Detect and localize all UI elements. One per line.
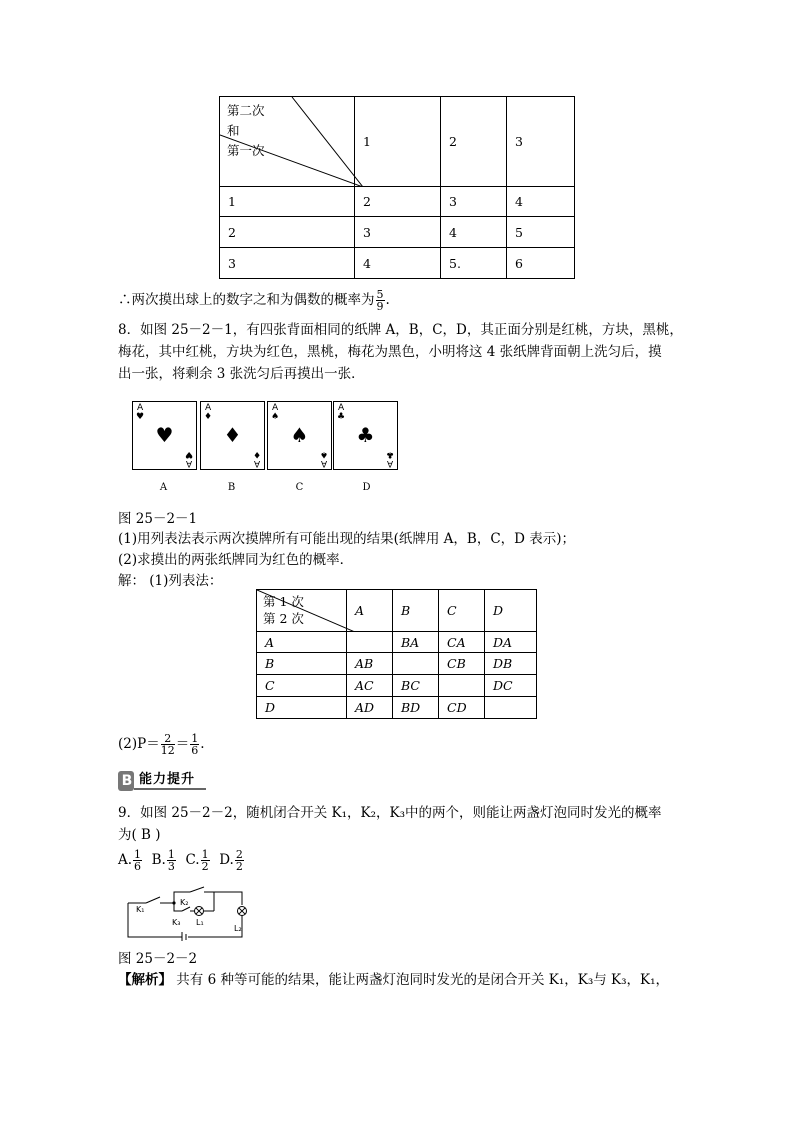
table1-cell: 5. — [441, 248, 507, 279]
option-c: C. $\frac{1}{2}$ — [185, 848, 209, 873]
spade-icon: ♠ — [290, 423, 309, 447]
table1-cell: 4 — [355, 248, 441, 279]
table1-header-cell: 1 — [355, 97, 441, 187]
table1-cell: 4 — [441, 217, 507, 248]
k1-label: K₁ — [136, 905, 145, 914]
table2-header-cell: B — [393, 590, 439, 632]
figure-caption: 图 25－2－2 — [118, 951, 198, 967]
q9-options — [118, 849, 245, 872]
q9-line1: 9．如图 25－2－2，随机闭合开关 K₁，K₂，K₃中的两个，则能让两盏灯泡同时发光的概率 — [118, 805, 662, 821]
table2-corner-cell — [257, 590, 347, 632]
analysis-tag: 【解析】 — [118, 972, 172, 988]
q8-line1: 8．如图 25－2－1，有四张背面相同的纸牌 A，B，C，D，其正面分别是红桃，方块，黑桃， — [118, 322, 683, 338]
badge-letter: B — [121, 773, 133, 789]
l1-label: L₁ — [196, 918, 204, 927]
heart-icon: ♥ — [136, 412, 145, 422]
fraction-one-sixth: $\frac{1}{6}$ — [191, 732, 199, 757]
table2-cell — [485, 697, 537, 719]
table2-cell: BD — [393, 697, 439, 719]
table2-cell: AD — [347, 697, 393, 719]
table2-cell: DA — [485, 632, 537, 653]
table2-cell: CA — [439, 632, 485, 653]
table2-cell — [439, 675, 485, 697]
k2-label: K₂ — [180, 898, 189, 907]
club-icon: ♣ — [337, 412, 346, 422]
table2-cell — [347, 632, 393, 653]
conclusion-text: ∴两次摸出球上的数字之和为偶数的概率为 — [118, 292, 375, 308]
solution-intro: 解： (1)列表法： — [118, 573, 223, 589]
q8-line3: 出一张，将剩余 3 张洗匀后再摸出一张． — [118, 366, 365, 382]
option-d: D. $\frac{2}{2}$ — [219, 848, 243, 873]
table1-header-cell: 3 — [507, 97, 575, 187]
table2-cell: AC — [347, 675, 393, 697]
card-a: A ♥ ♥ A ♥ — [132, 401, 197, 470]
table1-corner-cell — [220, 97, 355, 187]
k3-label: K₃ — [172, 918, 181, 927]
figure-caption: 图 25－2－1 — [118, 511, 198, 527]
corner-line1: 第二次 — [227, 103, 265, 118]
card-label: D — [362, 482, 371, 493]
table2-cell: AB — [347, 653, 393, 675]
table2-row-label: B — [257, 653, 347, 675]
corner-top: 第 1 次 — [263, 594, 304, 609]
fraction-five-ninths: $\frac{5}{9}$ — [376, 288, 384, 313]
club-icon: ♣ — [356, 423, 375, 447]
table1-cell: 4 — [507, 187, 575, 217]
table1-cell: 5 — [507, 217, 575, 248]
q8-part1: (1)用列表法表示两次摸牌所有可能出现的结果(纸牌用 A，B，C，D 表示)； — [118, 531, 576, 547]
card-label: B — [227, 482, 236, 493]
l2-label: L₂ — [234, 924, 242, 933]
table2-row-label: A — [257, 632, 347, 653]
table2-cell: CD — [439, 697, 485, 719]
corner-line2: 和 — [227, 123, 240, 138]
analysis-line — [118, 971, 669, 989]
table2-row-label: D — [257, 697, 347, 719]
card-pair-table — [256, 589, 537, 719]
table2-cell: CB — [439, 653, 485, 675]
card-b: A ♦ ♦ A ♦ — [200, 401, 265, 470]
section-badge — [118, 770, 206, 792]
table1-row-label: 3 — [220, 248, 355, 279]
table1-cell: 6 — [507, 248, 575, 279]
badge-title: 能力提升 — [139, 772, 196, 787]
circuit-diagram — [124, 885, 254, 941]
option-b: B. $\frac{1}{3}$ — [151, 848, 175, 873]
q8-line2: 梅花，其中红桃，方块为红色，黑桃，梅花为黑色，小明将这 4 张纸牌背面朝上洗匀后，摸 — [118, 344, 662, 360]
table1-cell: 3 — [441, 187, 507, 217]
corner-line3: 第一次 — [227, 143, 265, 158]
card-label: A — [159, 482, 168, 493]
table2-header-cell: D — [485, 590, 537, 632]
card-d: A ♣ ♣ A ♣ — [333, 401, 398, 470]
table2-header-cell: A — [347, 590, 393, 632]
card-c: A ♠ ♠ A ♠ — [267, 401, 332, 470]
card-label: C — [295, 482, 304, 493]
table1-row-label: 1 — [220, 187, 355, 217]
spade-icon: ♠ — [271, 412, 280, 422]
diamond-icon: ♦ — [204, 412, 213, 422]
fraction-two-twelfths: $\frac{2}{12}$ — [160, 732, 175, 757]
table1-cell: 2 — [355, 187, 441, 217]
heart-icon: ♥ — [155, 423, 174, 447]
analysis-text: 共有 6 种等可能的结果，能让两盏灯泡同时发光的是闭合开关 K₁，K₃与 K₃，K₁， — [172, 972, 670, 988]
table2-cell — [393, 653, 439, 675]
table1-cell: 3 — [355, 217, 441, 248]
sum-table — [219, 96, 575, 279]
table2-row-label: C — [257, 675, 347, 697]
table2-cell: BC — [393, 675, 439, 697]
corner-bottom: 第 2 次 — [263, 611, 304, 626]
answer-part2: (2)P＝ $\frac{2}{12}$ ＝ $\frac{1}{6}$ . — [118, 732, 205, 757]
option-a: A. $\frac{1}{6}$ — [118, 848, 142, 873]
table2-cell: DB — [485, 653, 537, 675]
diamond-icon: ♦ — [223, 423, 242, 447]
q9-line2: 为( B ) — [118, 827, 161, 843]
table2-header-cell: C — [439, 590, 485, 632]
table1-row-label: 2 — [220, 217, 355, 248]
table1-header-cell: 2 — [441, 97, 507, 187]
table2-cell: DC — [485, 675, 537, 697]
q8-part2: (2)求摸出的两张纸牌同为红色的概率． — [118, 552, 354, 568]
table2-cell: BA — [393, 632, 439, 653]
conclusion-line: ∴两次摸出球上的数字之和为偶数的概率为 $\frac{5}{9}$ . — [118, 288, 390, 313]
